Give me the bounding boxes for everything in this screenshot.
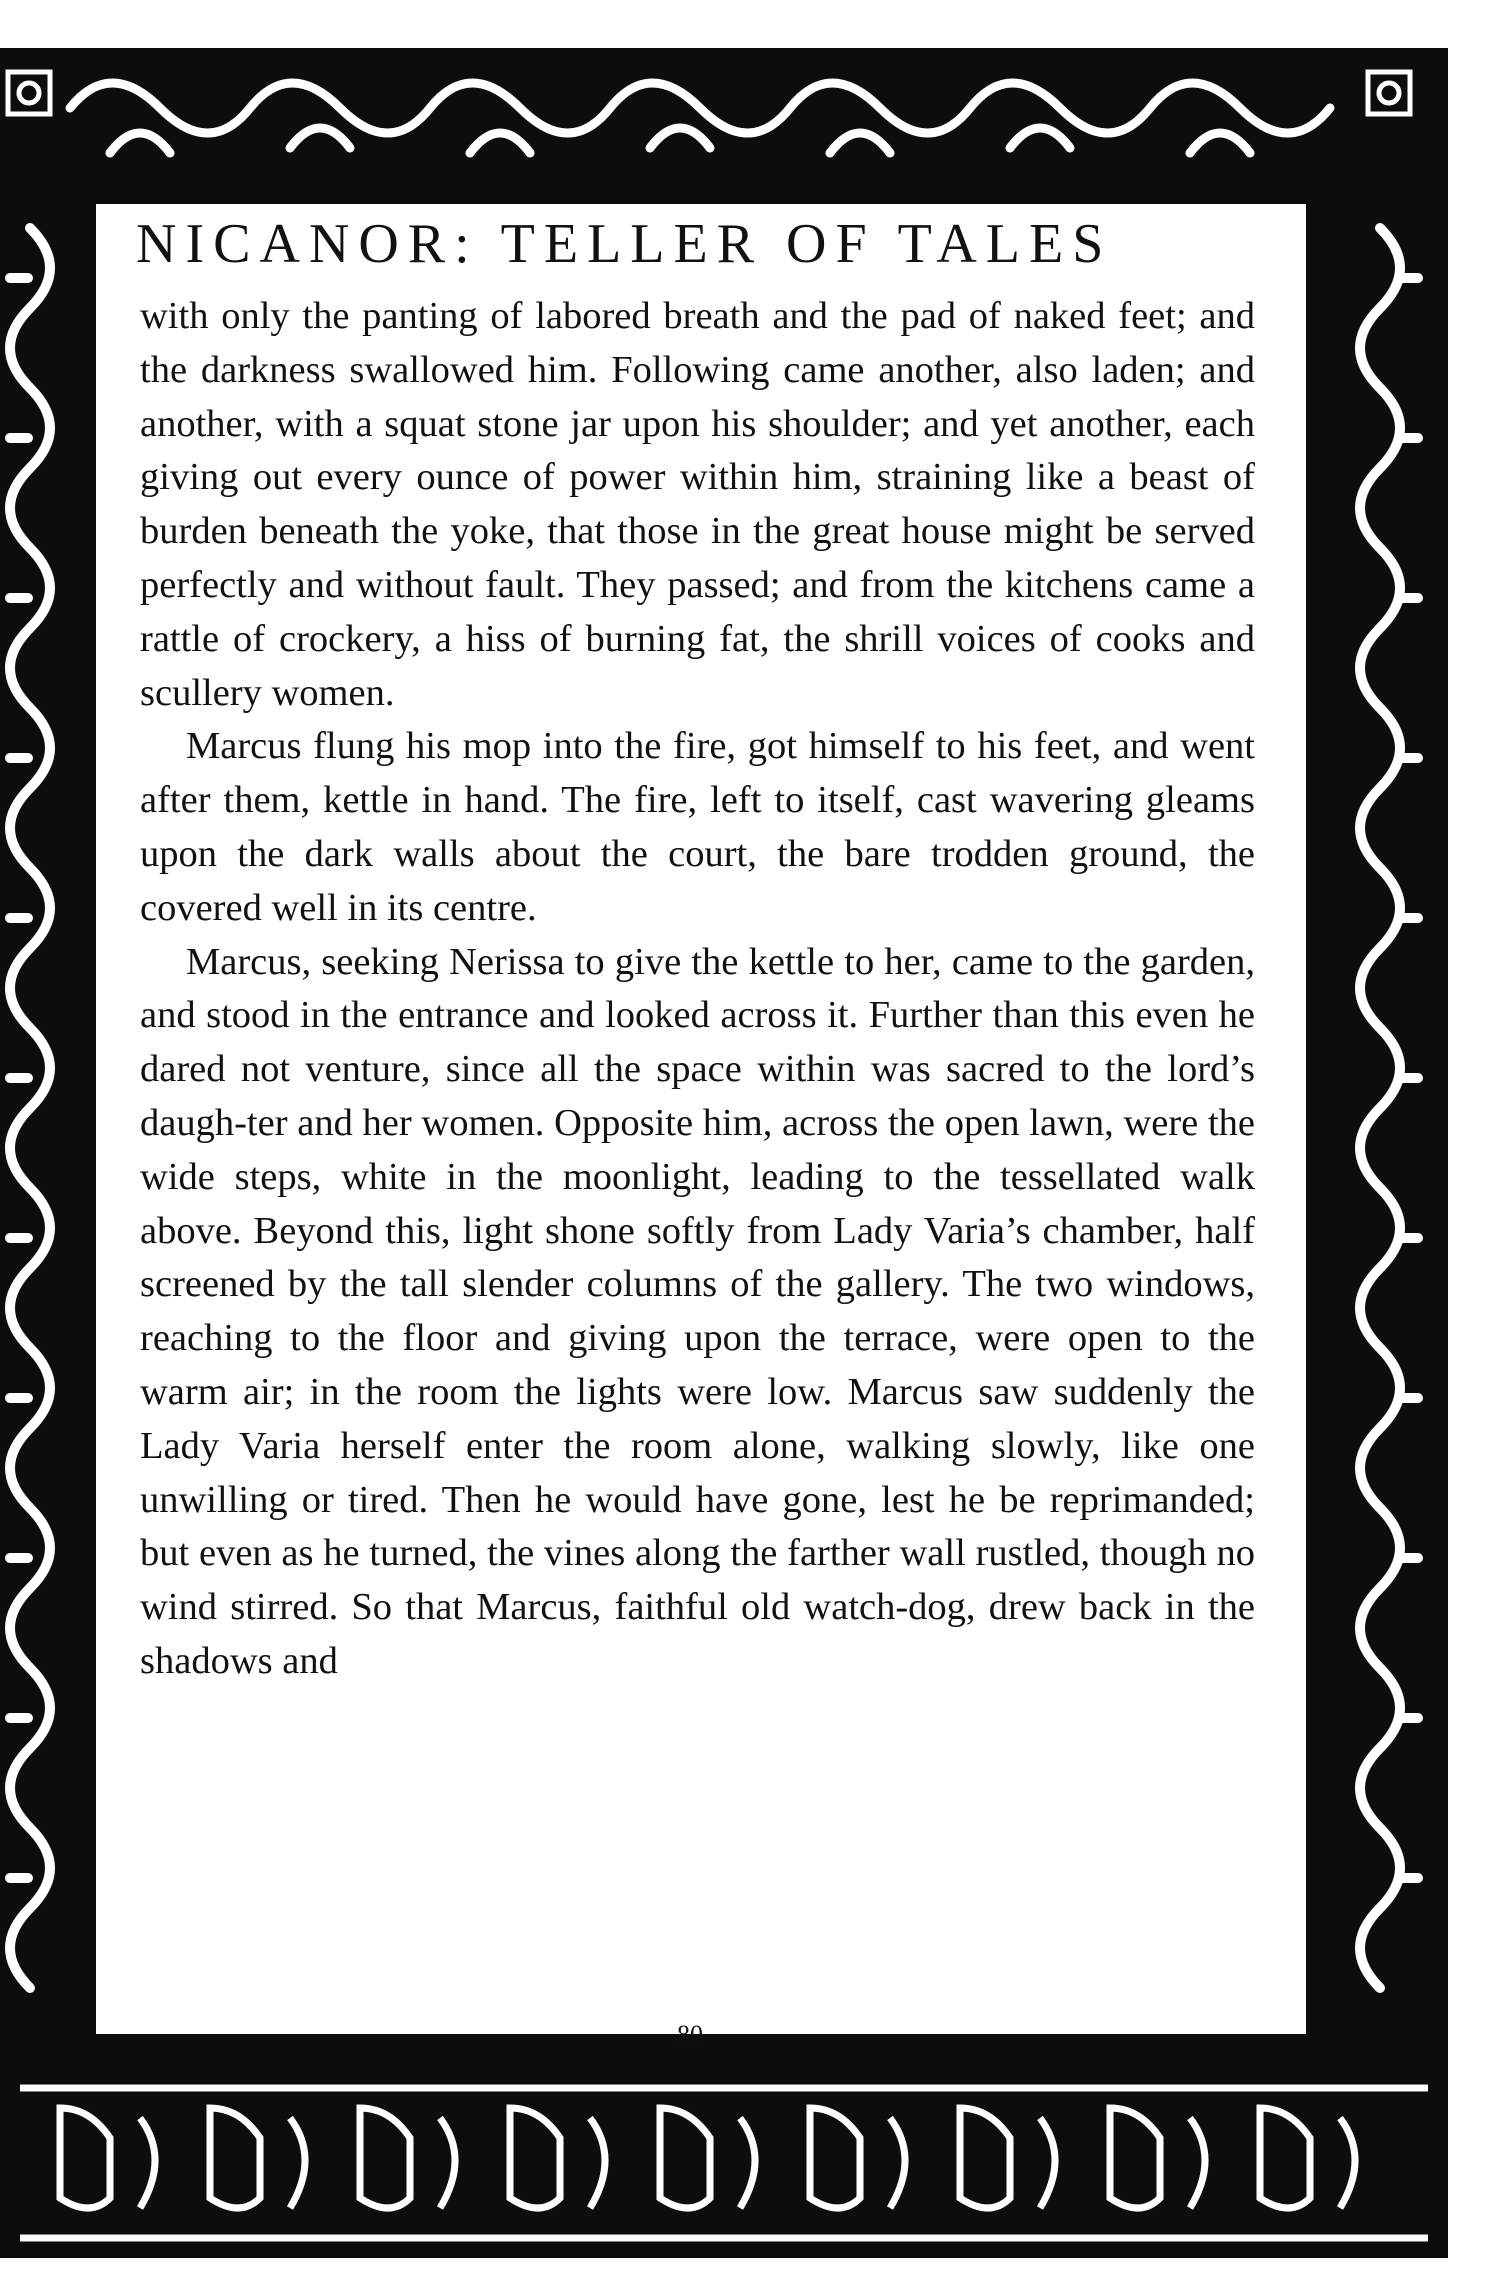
running-head: NICANOR: TELLER OF TALES bbox=[136, 213, 1113, 275]
right-vine-column bbox=[1360, 228, 1418, 1988]
paragraph-2: Marcus flung his mop into the fire, got himself to his feet, and went after them, kettle in hand. The fire, left to itself, cast wavering gleams upon the dark walls about the court, the bare trodden ground, the covered well in its centre. bbox=[140, 725, 1255, 929]
left-vine-column bbox=[10, 228, 50, 1988]
body-text bbox=[140, 290, 1255, 1689]
page-number: 80 bbox=[677, 2020, 703, 2049]
top-scroll-band bbox=[70, 83, 1330, 153]
rosette-icon bbox=[8, 72, 1410, 114]
bottom-shield-band bbox=[20, 2088, 1428, 2238]
paragraph-3: Marcus, seeking Nerissa to give the kettle to her, came to the garden, and stood in the entrance and looked across it. Further than this even he dared not venture, since all the space within was sacred to the lord’s daugh-ter and her women. Opposite him, across the open lawn, were the wide steps, white in the moonlight, leading to the tessellated walk above. Beyond this, light shone softly from Lady Varia’s chamber, half screened by the tall slender columns of the gallery. The two windows, reaching to the floor and giving upon the terrace, were open to the warm air; in the room the lights were low. Marcus saw suddenly the Lady Varia herself enter the room alone, walking slowly, like one unwilling or tired. Then he would have gone, lest he be reprimanded; but even as he turned, the vines along the farther wall rustled, though no wind stirred. So that Marcus, faithful old watch-dog, drew back in the shadows and bbox=[140, 940, 1255, 1682]
paragraph-1: with only the panting of labored breath and the pad of naked feet; and the darkness swallowed him. Following came another, also laden; and another, with a squat stone jar upon his shoulder; and yet another, each giving out every ounce of power within him, straining like a beast of burden beneath the yoke, that those in the great house might be served perfectly and without fault. They passed; and from the kitchens came a rattle of crockery, a hiss of burning fat, the shrill voices of cooks and scullery women. bbox=[140, 295, 1255, 714]
